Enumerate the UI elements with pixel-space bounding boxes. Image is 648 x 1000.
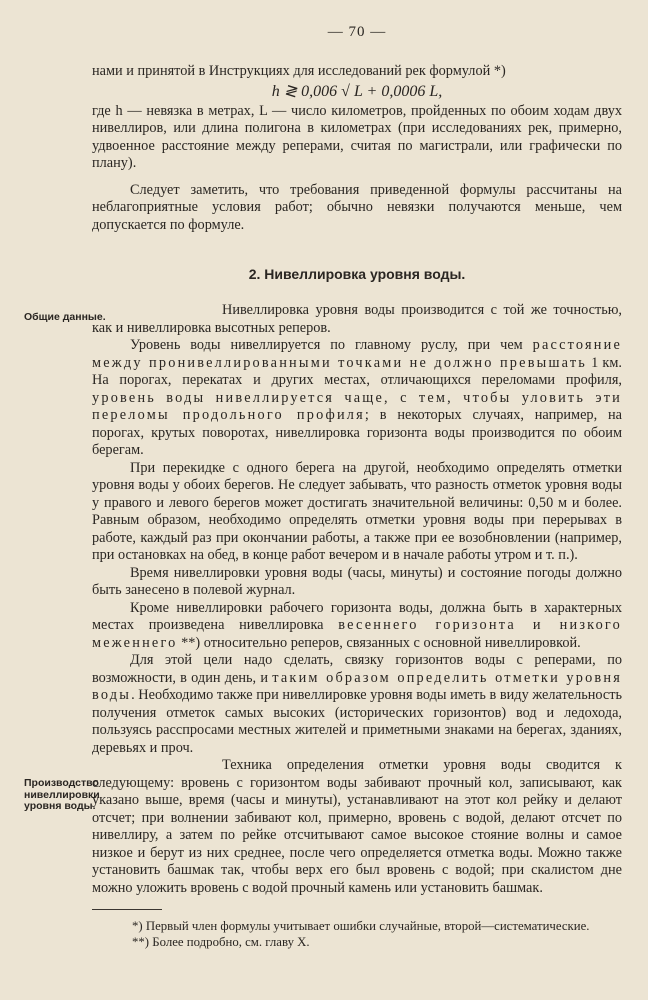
error-formula: h ≷ 0,006 √ L + 0,0006 L, <box>271 82 443 100</box>
section-title: 2. Нивеллировка уровня воды. <box>248 266 466 282</box>
paragraph-5-part-a: Кроме нивеллировки рабочего горизонта воды, должна быть в характерных местах произведена нивеллировка <box>92 599 622 633</box>
paragraph-2-part-e: ; в некоторых случаях, например, на порогах, крутых поворотах, нивеллировка горизонта воды производится по обоим берегам. <box>92 407 622 458</box>
paragraph-7: Техника определения отметки уровня воды сводится к следующему: вровень с горизонтом воды забивают прочный кол, записывают, как указано выше, время (часы и минуты), устанавливают на этот кол рейку и делают отсчет; при волнении забивают кол, примерно, вровень с водой, делают отсчет по нивеллиру, а затем по рейке отсчитывают самое высокое стояние волны и самое низкое и берут из них среднее, после чего определяется отметка воды. Можно также установить башмак так, чтобы верх его был вровень с водой; при скалистом дне можно уложить вровень с водой прочный камень или установить башмак. <box>92 757 622 896</box>
margin-note-line: нивеллировки <box>24 788 100 801</box>
section-body <box>24 302 622 897</box>
margin-note-line: уровня воды. <box>24 800 96 812</box>
paragraph-2-emphasis-2: уровень воды нивеллируется чаще, с тем, чтобы уловить эти переломы продольного профиля <box>92 389 622 423</box>
intro-block <box>92 63 622 234</box>
intro-paragraph: Следует заметить, что требования приведенной формулы рассчитаны на неблагоприятные условия работ; обычно невязки получаются меньше, чем допускается по формуле. <box>92 181 622 233</box>
paragraph-6-part-c: . Необходимо также при нивеллировке уровня воды иметь в виду желательность получения отметок самых высоких (исторических горизонтов) вод и ледохода, пользуясь расспросами местных жителей и приметными знаками на берегах, зданиях, деревьях и проч. <box>92 687 622 756</box>
paragraph-6-emphasis: таким образом определить отметки уровня воды <box>92 669 622 703</box>
paragraph-5-part-c: **) относительно реперов, связанных с основной нивеллировкой. <box>177 634 581 651</box>
paragraph-5 <box>92 600 622 653</box>
paragraph-1: Нивеллировка уровня воды производится с той же точностью, как и нивеллировка высотных реперов. <box>92 302 622 336</box>
paragraph-2 <box>92 337 622 460</box>
paragraph-2-part-c: 1 км. На порогах, перекатах и других местах, отличающихся переломами профиля, <box>92 354 622 388</box>
paragraph-4: Время нивеллировки уровня воды (часы, минуты) и состояние погоды должно быть занесено в полевой журнал. <box>92 564 622 598</box>
general-data-block <box>24 302 622 337</box>
margin-note-production <box>24 778 100 813</box>
footnote-divider <box>92 909 162 910</box>
paragraph-2-emphasis-1: расстояние между пронивеллированными точками не должно превышать <box>92 337 622 371</box>
footnote-2: **) Более подробно, см. главу X. <box>132 935 310 949</box>
margin-note-general: Общие данные. <box>24 311 106 323</box>
paragraph-2-part-a: Уровень воды нивеллируется по главному руслу, при чем <box>130 337 533 353</box>
paragraph-5-emphasis: весеннего горизонта и низкого меженнего <box>92 617 622 651</box>
paragraph-6 <box>92 652 622 757</box>
paragraph-6-part-a: Для этой цели надо сделать, связку горизонтов воды с реперами, по возможности, в один день, и <box>92 652 622 686</box>
margin-note-line: Производство <box>24 777 99 789</box>
formula-explanation: где h — невязка в метрах, L — число километров, пройденных по обоим ходам двух нивеллиров, или длина полигона в километрах (при исследованиях рек, примерно, удвоенное расстояние между реперами, считая по магистрали, или графически по плану). <box>92 102 622 171</box>
production-block <box>24 757 622 897</box>
footnote-1: *) Первый член формулы учитывает ошибки случайные, второй—систематические. <box>132 919 590 933</box>
intro-line: нами и принятой в Инструкциях для исследований рек формулой *) <box>92 63 506 79</box>
page-number: — 70 — <box>327 24 387 40</box>
paragraph-3: При перекидке с одного берега на другой, необходимо определять отметки уровня воды у обоих берегов. Не следует забывать, что разность отметок уровня воды у правого и левого берегов может достигать значительной величины: 0,50 м и более. Равным образом, необходимо определять отметки уровня воды при перерывах в работе, каждый раз при окончании работы, а также при ее возобновлении (например, при остановках на обед, в конце работ вечером и в начале работы утром и т. п.). <box>92 459 622 563</box>
